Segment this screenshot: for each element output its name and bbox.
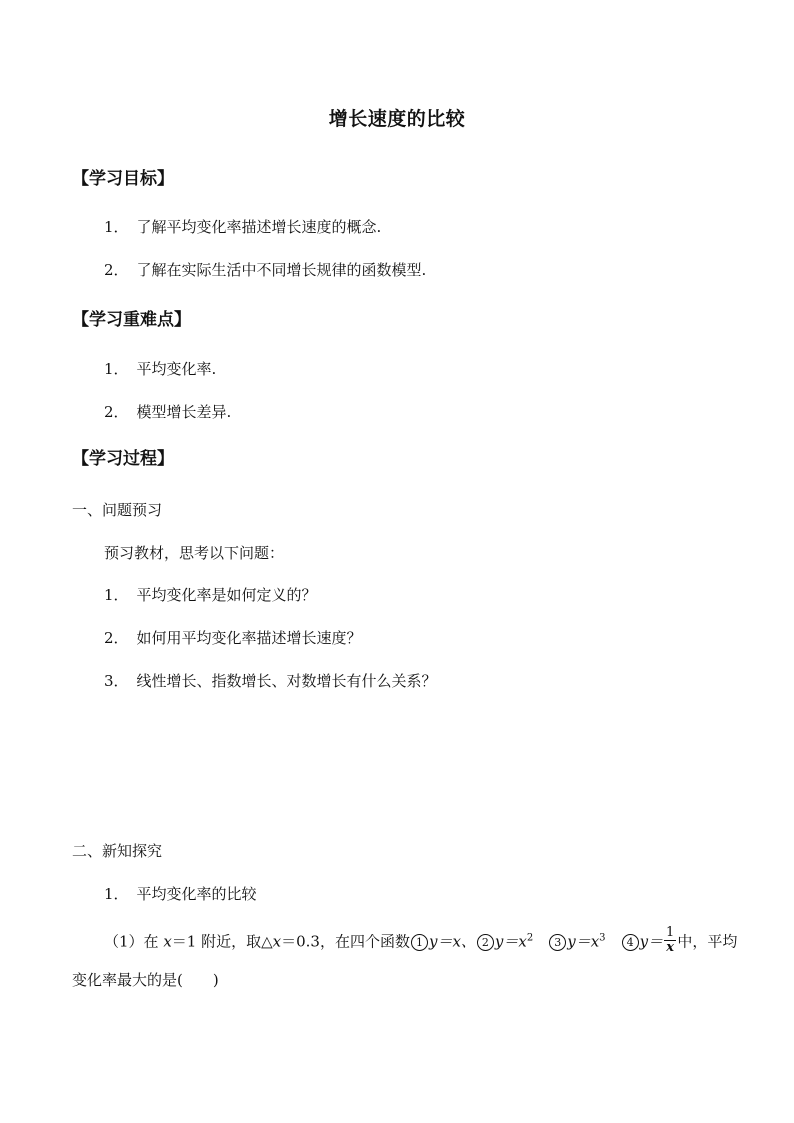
circled-number-4: 4 — [622, 934, 639, 951]
part1-intro: 预习教材，思考以下问题： — [104, 544, 285, 562]
objective-item-1: 1． 了解平均变化率描述增长速度的概念. — [104, 218, 382, 236]
circled-number-3: 3 — [549, 934, 566, 951]
question-item-1: 1． 平均变化率是如何定义的？ — [104, 586, 317, 604]
exercise-question: （1）在 x＝1 附近，取△x＝0.3，在四个函数 1 y＝x、 2 $y=x^2$ 3 $y=x^3$ 4 y＝ $\frac{1}{x}$ 中，平均 — [104, 925, 738, 955]
question-item-2: 2． 如何用平均变化率描述增长速度？ — [104, 629, 362, 647]
part2-subsection: 1． 平均变化率的比较 — [104, 885, 257, 903]
question-item-3: 3． 线性增长、指数增长、对数增长有什么关系？ — [104, 672, 437, 690]
circled-number-2: 2 — [477, 934, 494, 951]
part1-title: 一、问题预习 — [72, 501, 163, 519]
key-point-item-2: 2． 模型增长差异. — [104, 403, 232, 421]
page-title: 增长速度的比较 — [328, 108, 466, 130]
circled-number-1: 1 — [411, 934, 428, 951]
key-point-item-1: 1． 平均变化率. — [104, 360, 217, 378]
process-heading: 【学习过程】 — [72, 449, 174, 469]
part2-title: 二、新知探究 — [72, 842, 163, 860]
objective-item-2: 2． 了解在实际生活中不同增长规律的函数模型. — [104, 261, 427, 279]
exercise-question-line2: 变化率最大的是( ) — [72, 971, 219, 989]
objectives-heading: 【学习目标】 — [72, 169, 174, 189]
fraction-one-over-x: $\frac{1}{x}$ — [666, 925, 675, 955]
key-points-heading: 【学习重难点】 — [72, 310, 191, 330]
